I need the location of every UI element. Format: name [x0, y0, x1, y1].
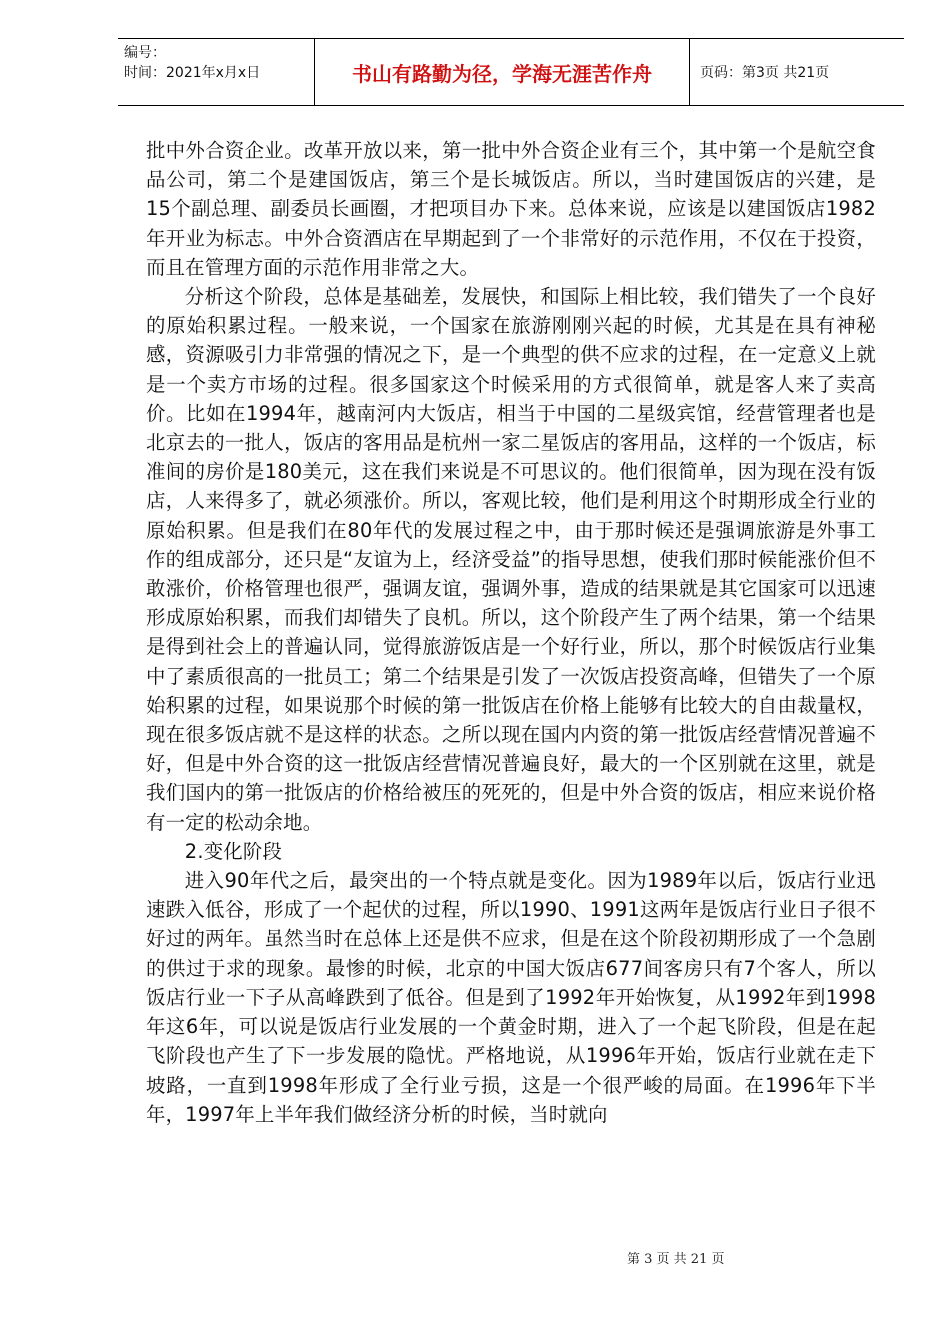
page-footer: 第 3 页 共 21 页	[627, 1252, 725, 1267]
header-motto: 书山有路勤为径，学海无涯苦作舟	[314, 39, 690, 105]
paragraph-1: 批中外合资企业。改革开放以来，第一批中外合资企业有三个，其中第一个是航空食品公司，第二个是建国饭店，第三个是长城饭店。所以，当时建国饭店的兴建，是15个副总理、副委员长画圈，才把项目办下来。总体来说，应该是以建国饭店1982年开业为标志。中外合资酒店在早期起到了一个非常好的示范作用，不仅在于投资，而且在管理方面的示范作用非常之大。	[146, 139, 876, 279]
time-label: 时间：2021年x月x日	[124, 65, 261, 81]
paragraph-3: 进入90年代之后，最突出的一个特点就是变化。因为1989年以后，饭店行业迅速跌入低谷，形成了一个起伏的过程，所以1990、1991这两年是饭店行业日子很不好过的两年。虽然当时在总体上还是供不应求，但是在这个阶段初期形成了一个急剧的供过于求的现象。最惨的时候，北京的中国大饭店677间客房只有7个客人，所以饭店行业一下子从高峰跌到了低谷。但是到了1992年开始恢复，从1992年到1998年这6年，可以说是饭店行业发展的一个黄金时期，进入了一个起飞阶段，但是在起飞阶段也产生了下一步发展的隐忧。严格地说，从1996年开始，饭店行业就在走下坡路，一直到1998年形成了全行业亏损，这是一个很严峻的局面。在1996年下半年，1997年上半年我们做经济分析的时候，当时就向	[146, 869, 876, 1126]
header-meta	[118, 39, 314, 105]
number-label: 编号：	[124, 45, 166, 61]
header-page-info: 页码：第3页 共21页	[700, 65, 830, 81]
page-header	[118, 38, 904, 106]
paragraph-2: 分析这个阶段，总体是基础差，发展快，和国际上相比较，我们错失了一个良好的原始积累过程。一般来说，一个国家在旅游刚刚兴起的时候，尤其是在具有神秘感，资源吸引力非常强的情况之下，是一个典型的供不应求的过程，在一定意义上就是一个卖方市场的过程。很多国家这个时候采用的方式很简单，就是客人来了卖高价。比如在1994年，越南河内大饭店，相当于中国的二星级宾馆，经营管理者也是北京去的一批人，饭店的客用品是杭州一家二星饭店的客用品，这样的一个饭店，标准间的房价是180美元，这在我们来说是不可思议的。他们很简单，因为现在没有饭店，人来得多了，就必须涨价。所以，客观比较，他们是利用这个时期形成全行业的原始积累。但是我们在80年代的发展过程之中，由于那时候还是强调旅游是外事工作的组成部分，还只是“友谊为上，经济受益”的指导思想，使我们那时候能涨价但不敢涨价，价格管理也很严，强调友谊，强调外事，造成的结果就是其它国家可以迅速形成原始积累，而我们却错失了良机。所以，这个阶段产生了两个结果，第一个结果是得到社会上的普遍认同，觉得旅游饭店是一个好行业，所以，那个时候饭店行业集中了素质很高的一批员工；第二个结果是引发了一次饭店投资高峰，但错失了一个原始积累的过程，如果说那个时候的第一批饭店在价格上能够有比较大的自由裁量权，现在很多饭店就不是这样的状态。之所以现在国内内资的第一批饭店经营情况普遍不好，但是中外合资的这一批饭店经营情况普遍良好，最大的一个区别就在这里，就是我们国内的第一批饭店的价格给被压的死死的，但是中外合资的饭店，相应来说价格有一定的松动余地。	[146, 285, 876, 834]
document-body	[146, 136, 876, 1129]
section-heading: 2.变化阶段	[184, 839, 283, 863]
